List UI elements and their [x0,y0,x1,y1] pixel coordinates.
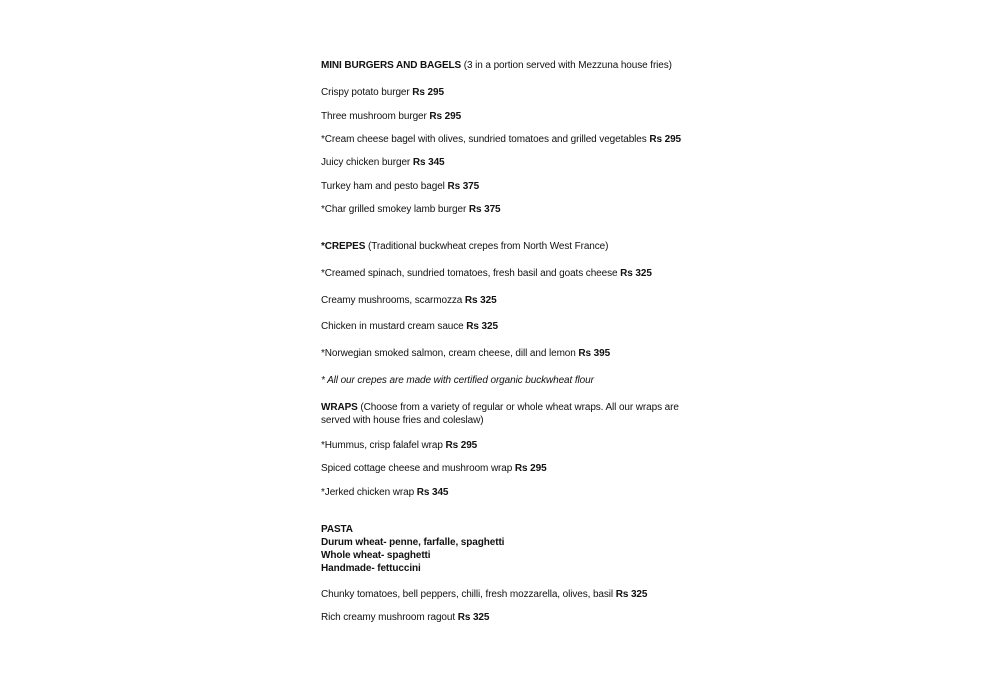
menu-item [321,462,547,475]
item-name: Juicy chicken burger [321,157,413,168]
item-price: Rs 375 [468,204,501,215]
item-name: *Jerked chicken wrap [321,487,417,498]
pasta-subheading: Whole wheat- spaghetti [321,550,431,561]
menu-item [321,267,652,280]
menu-item [321,294,497,307]
menu-item [321,156,445,169]
section-heading-pasta: PASTA [321,524,353,535]
item-name: Spiced cottage cheese and mushroom wrap [321,463,515,474]
item-name: *Char grilled smokey lamb burger [321,204,469,215]
item-name: *Hummus, crisp falafel wrap [321,440,446,451]
item-name: *Cream cheese bagel with olives, sundried tomatoes and grilled vegetables [321,134,650,145]
menu-item [321,439,477,452]
menu-item [321,611,489,624]
heading-title: MINI BURGERS AND BAGELS [321,60,462,71]
item-price: Rs 395 [578,348,611,359]
item-price: Rs 325 [466,321,498,332]
menu-item [321,588,647,601]
item-price: Rs 295 [514,463,547,474]
menu-item [321,180,479,193]
heading-note: (Traditional buckwheat crepes from North West France) [365,241,609,252]
section-heading-wraps [321,401,701,427]
item-name: Turkey ham and pesto bagel [321,181,448,192]
menu-item [321,320,498,333]
item-price: Rs 325 [457,612,490,623]
item-price: Rs 345 [416,487,449,498]
item-price: Rs 325 [464,295,497,306]
heading-title: *CREPES [321,241,366,252]
item-name: Rich creamy mushroom ragout [321,612,458,623]
item-name: Creamy mushrooms, scarmozza [321,295,465,306]
item-price: Rs 345 [412,157,445,168]
item-price: Rs 325 [620,268,652,279]
menu-item [321,347,610,360]
crepes-footnote: * All our crepes are made with certified organic buckwheat flour [321,375,594,386]
pasta-subheading: Durum wheat- penne, farfalle, spaghetti [321,537,505,548]
menu-item [321,86,444,99]
heading-title: WRAPS [321,402,358,413]
menu-item [321,486,448,499]
item-price: Rs 375 [447,181,480,192]
item-price: Rs 295 [649,134,682,145]
item-name: Chicken in mustard cream sauce [321,321,467,332]
item-price: Rs 325 [615,589,648,600]
item-price: Rs 295 [445,440,478,451]
section-heading-burgers [321,59,672,72]
menu-item [321,203,501,216]
pasta-subheading: Handmade- fettuccini [321,563,421,574]
item-name: Crispy potato burger [321,87,413,98]
item-name: Chunky tomatoes, bell peppers, chilli, fresh mozzarella, olives, basil [321,589,616,600]
section-heading-crepes [321,240,608,253]
item-price: Rs 295 [412,87,444,98]
item-price: Rs 295 [429,111,462,122]
heading-note: (Choose from a variety of regular or whole wheat wraps. All our wraps are served with house fries and coleslaw) [321,402,679,426]
heading-note: (3 in a portion served with Mezzuna house fries) [461,60,672,71]
menu-item [321,110,461,123]
item-name: *Norwegian smoked salmon, cream cheese, dill and lemon [321,348,579,359]
item-name: *Creamed spinach, sundried tomatoes, fresh basil and goats cheese [321,268,621,279]
menu-item [321,133,681,146]
item-name: Three mushroom burger [321,111,430,122]
